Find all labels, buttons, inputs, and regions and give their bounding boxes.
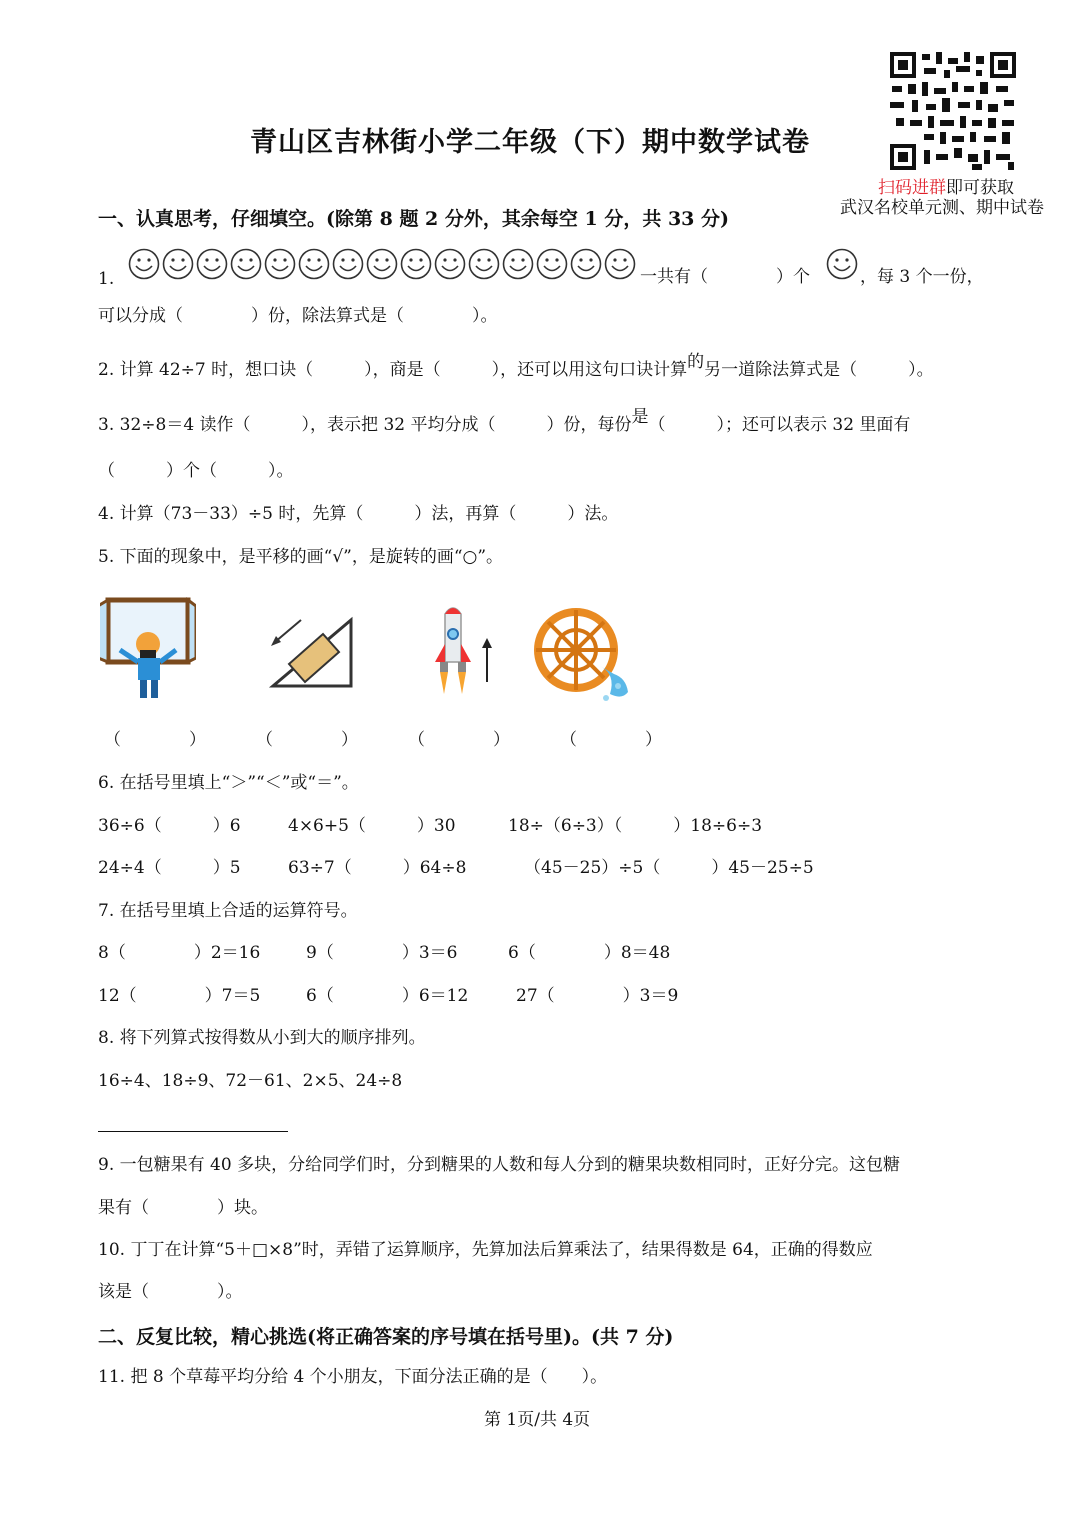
q8-answer-line[interactable] — [98, 1131, 288, 1132]
q5-blank-4[interactable]: （ ） — [560, 730, 662, 750]
q6-item: 4×6+5（ ）30 — [288, 816, 456, 836]
q7-item: 9（ ）3＝6 — [306, 943, 458, 963]
q5: 5. 下面的现象中，是平移的画“√”，是旋转的画“○”。 — [98, 547, 504, 567]
q8-expressions: 16÷4、18÷9、72－61、2×5、24÷8 — [98, 1071, 403, 1091]
smiley-icons — [128, 248, 640, 282]
qr-caption-rest: 即可获取 — [946, 178, 1014, 198]
q5-blank-2[interactable]: （ ） — [256, 730, 358, 750]
q7-item: 8（ ）2＝16 — [98, 943, 261, 963]
q5-blank-3[interactable]: （ ） — [408, 730, 510, 750]
q8-title: 8. 将下列算式按得数从小到大的顺序排列。 — [98, 1028, 426, 1048]
smiley-icon — [198, 250, 227, 279]
q2-superscript: 的 — [687, 352, 705, 372]
qr-code — [888, 50, 1018, 172]
smiley-row — [128, 248, 640, 286]
page-footer: 第 1页/共 4页 — [484, 1410, 591, 1430]
q7-item: 6（ ）8＝48 — [508, 943, 671, 963]
qr-caption — [878, 177, 1014, 199]
q7-title: 7. 在括号里填上合适的运算符号。 — [98, 901, 358, 921]
q6-item: （45－25）÷5（ ）45－25÷5 — [524, 858, 814, 878]
q6-item: 63÷7（ ）64÷8 — [288, 858, 467, 878]
q1-text-a: 一共有（ ）个 — [640, 267, 810, 287]
rocket-picture — [425, 604, 495, 698]
smiley-icon — [368, 250, 397, 279]
smiley-icon — [504, 250, 533, 279]
q9-line1: 9. 一包糖果有 40 多块，分给同学们时，分到糖果的人数和每人分到的糖果块数相同时，正好分完。这包糖 — [98, 1155, 901, 1175]
q1-line2: 可以分成（ ）份，除法算式是（ ）。 — [98, 306, 498, 326]
q6-title: 6. 在括号里填上“＞”“＜”或“＝”。 — [98, 773, 359, 793]
q9-line2: 果有（ ）块。 — [98, 1198, 268, 1218]
q3-line2: （ ）个（ ）。 — [98, 461, 294, 481]
q7-item: 6（ ）6＝12 — [306, 986, 469, 1006]
smiley-icon — [300, 250, 329, 279]
smiley-icon — [470, 250, 499, 279]
qr-caption-red: 扫码进群 — [878, 178, 946, 198]
qr-caption-line2: 武汉名校单元测、期中试卷 — [840, 198, 1044, 218]
q6-item: 24÷4（ ）5 — [98, 858, 241, 878]
smiley-icon-single — [826, 248, 858, 280]
smiley-icon — [538, 250, 567, 279]
section1-heading: 一、认真思考，仔细填空。(除第 8 题 2 分外，其余每空 1 分，共 33 分) — [98, 208, 730, 230]
smiley-icon — [266, 250, 295, 279]
section2-heading: 二、反复比较，精心挑选(将正确答案的序号填在括号里)。(共 7 分) — [98, 1326, 674, 1348]
q6-item: 18÷（6÷3）（ ）18÷6÷3 — [508, 816, 763, 836]
q10-line2: 该是（ ）。 — [98, 1282, 243, 1302]
smiley-icon — [130, 250, 159, 279]
smiley-icon — [606, 250, 635, 279]
q3-text-b: （ ）；还可以表示 32 里面有 — [648, 415, 911, 435]
q1-text-b: ，每 3 个一份， — [860, 267, 984, 287]
window-opening-picture — [100, 592, 196, 702]
q7-item: 27（ ）3＝9 — [516, 986, 679, 1006]
q3 — [98, 407, 911, 436]
smiley-icon — [436, 250, 465, 279]
slope-block-picture — [265, 612, 357, 692]
q2-text-b: 另一道除法算式是（ ）。 — [704, 360, 934, 380]
q3-superscript: 是 — [631, 407, 649, 427]
q5-blank-1[interactable]: （ ） — [104, 730, 206, 750]
smiley-icon — [572, 250, 601, 279]
q7-item: 12（ ）7＝5 — [98, 986, 261, 1006]
page-title: 青山区吉林街小学二年级（下）期中数学试卷 — [250, 127, 810, 158]
q2-text-a: 2. 计算 42÷7 时，想口诀（ ），商是（ ），还可以用这句口诀计算 — [98, 360, 688, 380]
q4: 4. 计算（73－33）÷5 时，先算（ ）法，再算（ ）法。 — [98, 504, 619, 524]
waterwheel-picture — [530, 602, 630, 706]
smiley-icon — [232, 250, 261, 279]
q6-item: 36÷6（ ）6 — [98, 816, 241, 836]
smiley-icon — [334, 250, 363, 279]
q10-line1: 10. 丁丁在计算“5＋□×8”时，弄错了运算顺序，先算加法后算乘法了，结果得数是 64，正确的得数应 — [98, 1240, 873, 1260]
q11: 11. 把 8 个草莓平均分给 4 个小朋友，下面分法正确的是（ ）。 — [98, 1367, 608, 1387]
smiley-icon — [164, 250, 193, 279]
smiley-icon — [402, 250, 431, 279]
q1-number: 1. — [98, 269, 115, 289]
q3-text-a: 3. 32÷8＝4 读作（ ），表示把 32 平均分成（ ）份，每份 — [98, 415, 632, 435]
q2 — [98, 352, 934, 381]
